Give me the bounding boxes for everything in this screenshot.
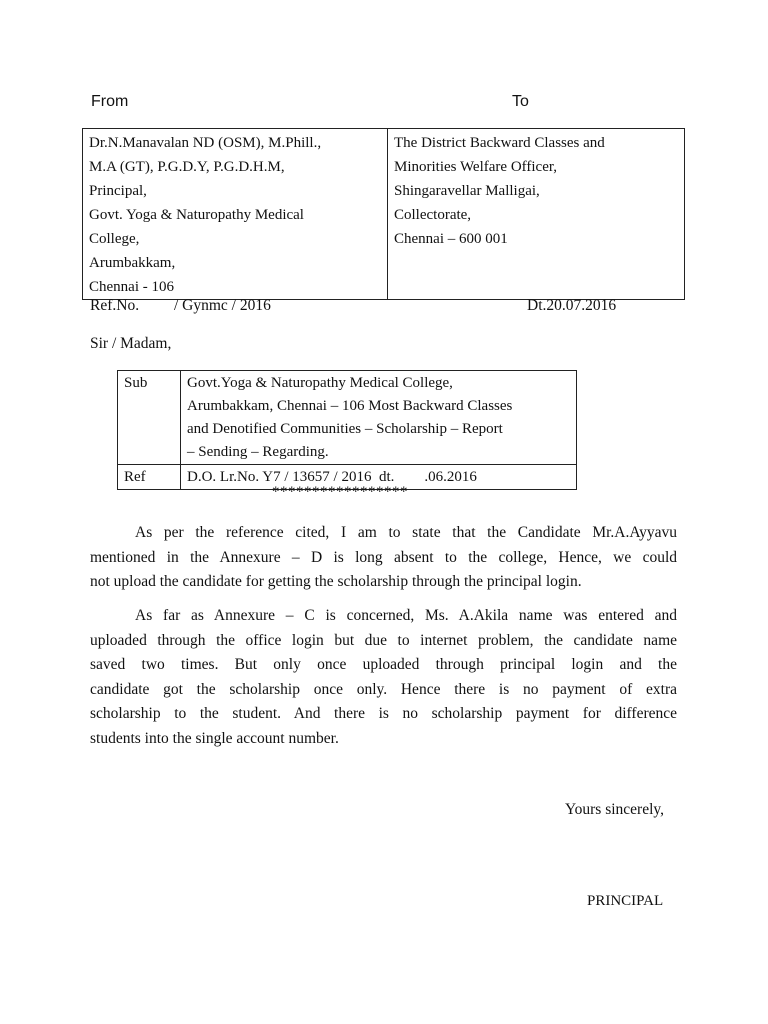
- paragraph-line: students into the single account number.: [90, 729, 339, 747]
- paragraph-line: mentioned in the Annexure – D is long absent to the college, Hence, we could: [90, 548, 677, 566]
- recipient-line: Shingaravellar Malligai,: [394, 183, 540, 199]
- paragraph-line: candidate got the scholarship once only. Hence there is no payment of extra: [90, 680, 677, 698]
- signature-title: PRINCIPAL: [587, 893, 664, 909]
- sender-line: Chennai - 106: [89, 279, 174, 295]
- sender-line: M.A (GT), P.G.D.Y, P.G.D.H.M,: [89, 159, 285, 175]
- sender-line: Dr.N.Manavalan ND (OSM), M.Phill.,: [89, 135, 322, 151]
- subject-line: and Denotified Communities – Scholarship – Report: [187, 421, 503, 437]
- paragraph-1: [90, 521, 677, 595]
- sender-line: College,: [89, 231, 140, 247]
- paragraph-line: saved two times. But only once uploaded through principal login and the: [90, 656, 677, 673]
- ref-value: D.O. Lr.No. Y7 / 13657 / 2016 dt. .06.2016: [181, 465, 577, 490]
- reference-number: Ref.No. / Gynmc / 2016: [90, 297, 271, 314]
- address-table: [82, 128, 685, 300]
- ref-label: Ref: [118, 465, 181, 490]
- sub-label: Sub: [118, 371, 181, 465]
- closing-text: Yours sincerely,: [565, 801, 665, 818]
- sender-line: Principal,: [89, 183, 147, 199]
- paragraph-line: uploaded through the office login but due to internet problem, the candidate name: [90, 631, 677, 649]
- recipient-address: [388, 129, 685, 300]
- subject-line: Arumbakkam, Chennai – 106 Most Backward Classes: [187, 398, 513, 414]
- sender-line: Arumbakkam,: [89, 255, 176, 271]
- separator-stars: *****************: [272, 484, 408, 500]
- paragraph-line: not upload the candidate for getting the scholarship through the principal login.: [90, 573, 582, 590]
- recipient-line: Collectorate,: [394, 207, 472, 223]
- paragraph-line: As per the reference cited, I am to state that the Candidate Mr.A.Ayyavu: [135, 524, 677, 541]
- to-label: To: [512, 93, 529, 110]
- subject-line: Govt.Yoga & Naturopathy Medical College,: [187, 375, 453, 391]
- sender-line: Govt. Yoga & Naturopathy Medical: [89, 207, 304, 223]
- paragraph-line: scholarship to the student. And there is no scholarship payment for difference: [90, 705, 677, 722]
- recipient-line: The District Backward Classes and: [394, 135, 605, 151]
- letter-date: Dt.20.07.2016: [527, 297, 617, 314]
- paragraph-line: As far as Annexure – C is concerned, Ms. A.Akila name was entered and: [135, 607, 677, 624]
- sender-address: [83, 129, 388, 300]
- subject-table: [117, 370, 577, 490]
- recipient-line: Minorities Welfare Officer,: [394, 159, 557, 175]
- paragraph-2: [90, 604, 677, 751]
- subject-text: [181, 371, 577, 465]
- salutation: Sir / Madam,: [90, 335, 172, 352]
- subject-line: – Sending – Regarding.: [187, 444, 329, 460]
- recipient-line: Chennai – 600 001: [394, 231, 508, 247]
- from-label: From: [91, 93, 129, 110]
